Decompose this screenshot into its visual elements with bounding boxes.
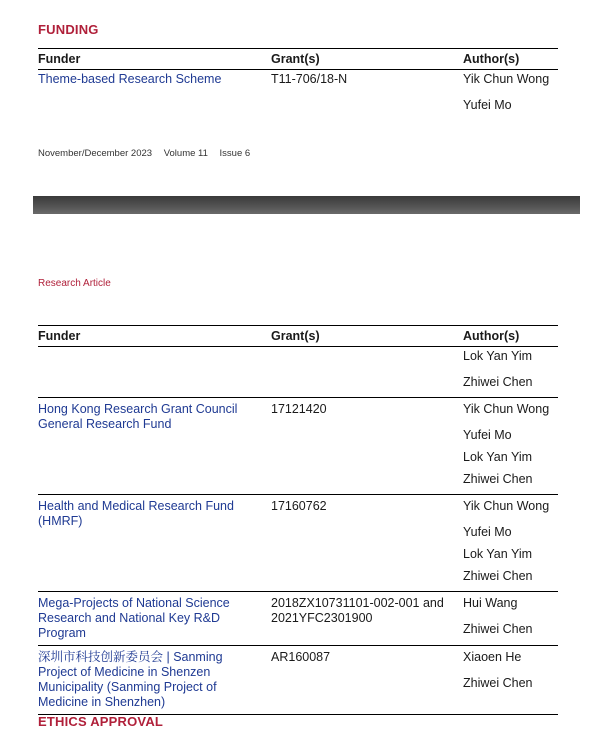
author-name: Yik Chun Wong — [463, 499, 550, 513]
table-row — [38, 592, 558, 646]
issue-footer — [38, 148, 259, 159]
author-name: Zhiwei Chen — [463, 375, 533, 389]
funding-table-1 — [38, 48, 558, 116]
author-name: Yufei Mo — [463, 98, 512, 112]
grant-number: 2018ZX10731101-002-001 and 2021YFC2301900 — [271, 596, 444, 625]
author-name: Yik Chun Wong — [463, 402, 550, 416]
header-funder: Funder — [38, 326, 271, 347]
author-name: Zhiwei Chen — [463, 676, 533, 690]
issue-date: November/December 2023 — [38, 148, 153, 159]
header-grants: Grant(s) — [271, 49, 463, 70]
funder-link[interactable]: Hong Kong Research Grant Council General Research Fund — [38, 402, 238, 431]
table-row-continued — [38, 347, 558, 398]
author-name: Zhiwei Chen — [463, 569, 533, 583]
author-name: Zhiwei Chen — [463, 472, 533, 486]
page-break-bar — [33, 196, 580, 214]
table-row — [38, 495, 558, 592]
header-authors: Author(s) — [463, 326, 558, 347]
funder-link[interactable]: Theme-based Research Scheme — [38, 72, 222, 86]
table-header-row — [38, 49, 558, 70]
funder-link[interactable]: Mega-Projects of National Science Research and National Key R&D Program — [38, 596, 230, 640]
author-name: Yufei Mo — [463, 428, 512, 442]
funder-link[interactable]: Health and Medical Research Fund (HMRF) — [38, 499, 234, 528]
funding-table-2 — [38, 325, 558, 715]
table-row — [38, 70, 558, 117]
grant-number: 17121420 — [271, 402, 327, 416]
header-funder: Funder — [38, 49, 271, 70]
header-grants: Grant(s) — [271, 326, 463, 347]
grant-number: T11-706/18-N — [271, 72, 348, 86]
author-name: Lok Yan Yim — [463, 547, 533, 561]
author-name: Zhiwei Chen — [463, 622, 533, 636]
grant-number: AR160087 — [271, 650, 331, 664]
header-authors: Author(s) — [463, 49, 558, 70]
table-row — [38, 646, 558, 715]
author-name: Lok Yan Yim — [463, 349, 533, 363]
author-name: Yik Chun Wong — [463, 72, 550, 86]
author-name: Hui Wang — [463, 596, 518, 610]
article-type-label: Research Article — [38, 278, 111, 289]
grant-number: 17160762 — [271, 499, 327, 513]
table-row — [38, 398, 558, 495]
author-name: Xiaoen He — [463, 650, 522, 664]
issue-label: Issue 6 — [219, 148, 251, 159]
volume-label: Volume 11 — [163, 148, 208, 159]
author-name: Lok Yan Yim — [463, 450, 533, 464]
table-header-row — [38, 326, 558, 347]
funder-link[interactable]: 深圳市科技创新委员会 | Sanming Project of Medicine in Shenzen Municipality (Sanming Project of Medicine in Shenzhen) — [38, 650, 223, 709]
ethics-approval-heading: ETHICS APPROVAL — [38, 714, 164, 729]
author-name: Yufei Mo — [463, 525, 512, 539]
funding-heading: FUNDING — [38, 22, 99, 37]
